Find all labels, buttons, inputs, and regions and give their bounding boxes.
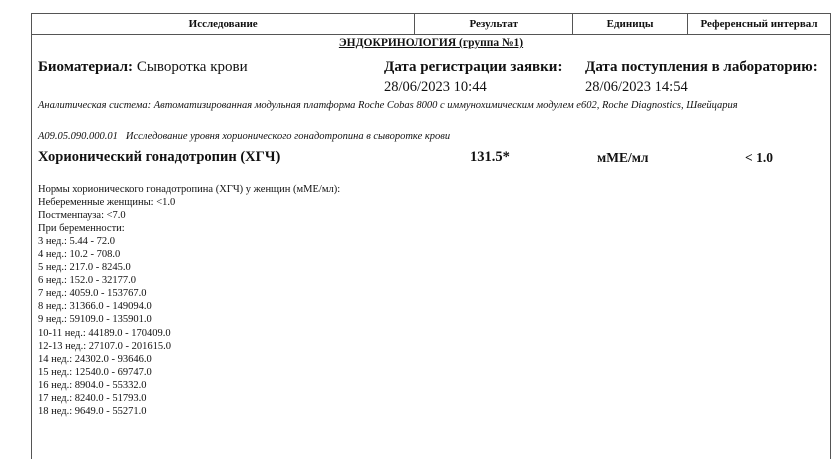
header-row — [32, 14, 831, 35]
result-value: 131.5* — [470, 149, 510, 165]
registration-date-value: 28/06/2023 10:44 — [384, 79, 487, 95]
norms-list — [38, 183, 340, 418]
result-reference: < 1.0 — [745, 150, 773, 165]
norms-line: 6 нед.: 152.0 - 32177.0 — [38, 275, 137, 287]
norms-line: 16 нед.: 8904.0 - 55332.0 — [38, 379, 147, 391]
norms-line: 3 нед.: 5.44 - 72.0 — [38, 236, 116, 248]
norms-line: При беременности: — [38, 223, 125, 235]
norms-line: 15 нед.: 12540.0 - 69747.0 — [38, 366, 152, 378]
header-reference: Референсный интервал — [688, 14, 831, 35]
result-units: мМЕ/мл — [597, 150, 649, 165]
biomaterial-label: Биоматериал: — [38, 59, 134, 75]
norms-line: 4 нед.: 10.2 - 708.0 — [38, 249, 121, 261]
norms-line: 12-13 нед.: 27107.0 - 201615.0 — [38, 340, 172, 352]
biomaterial — [38, 59, 248, 76]
service-code: A09.05.090.000.01 — [38, 131, 118, 142]
result-name: Хорионический гонадотропин (ХГЧ) — [38, 149, 281, 165]
norms-line: Небеременные женщины: <1.0 — [38, 197, 176, 209]
norms-line: 7 нед.: 4059.0 - 153767.0 — [38, 288, 147, 300]
registration-date-label: Дата регистрации заявки: — [384, 59, 563, 75]
norms-line: 9 нед.: 59109.0 - 135901.0 — [38, 314, 152, 326]
norms-line: Постменпауза: <7.0 — [38, 210, 126, 222]
norms-line: 5 нед.: 217.0 - 8245.0 — [38, 262, 131, 274]
header-result: Результат — [415, 14, 573, 35]
section-title: ЭНДОКРИНОЛОГИЯ (группа №1) — [338, 37, 524, 49]
norms-line: 10-11 нед.: 44189.0 - 170409.0 — [38, 327, 171, 339]
norms-line: Нормы хорионического гонадотропина (ХГЧ) у женщин (мМЕ/мл): — [38, 184, 341, 195]
biomaterial-value: Сыворотка крови — [136, 59, 248, 75]
report-header-table — [31, 13, 831, 35]
header-study: Исследование — [32, 14, 415, 35]
norms-line: 8 нед.: 31366.0 - 149094.0 — [38, 301, 152, 313]
received-date-value: 28/06/2023 14:54 — [585, 79, 688, 95]
service-name: Исследование уровня хорионического гонадотропина в сыворотке крови — [125, 131, 451, 142]
header-units: Единицы — [573, 14, 688, 35]
norms-line: 18 нед.: 9649.0 - 55271.0 — [38, 405, 147, 417]
received-date-label: Дата поступления в лабораторию: — [585, 59, 818, 75]
analytic-system: Аналитическая система: Автоматизированная модульная платформа Roche Cobas 8000 с иммунохимическим модулем e602, Roche Diagnostics, Швейцария — [38, 100, 738, 111]
norms-line: 17 нед.: 8240.0 - 51793.0 — [38, 392, 147, 404]
norms-line: 14 нед.: 24302.0 - 93646.0 — [38, 353, 152, 365]
service-line — [38, 131, 450, 142]
